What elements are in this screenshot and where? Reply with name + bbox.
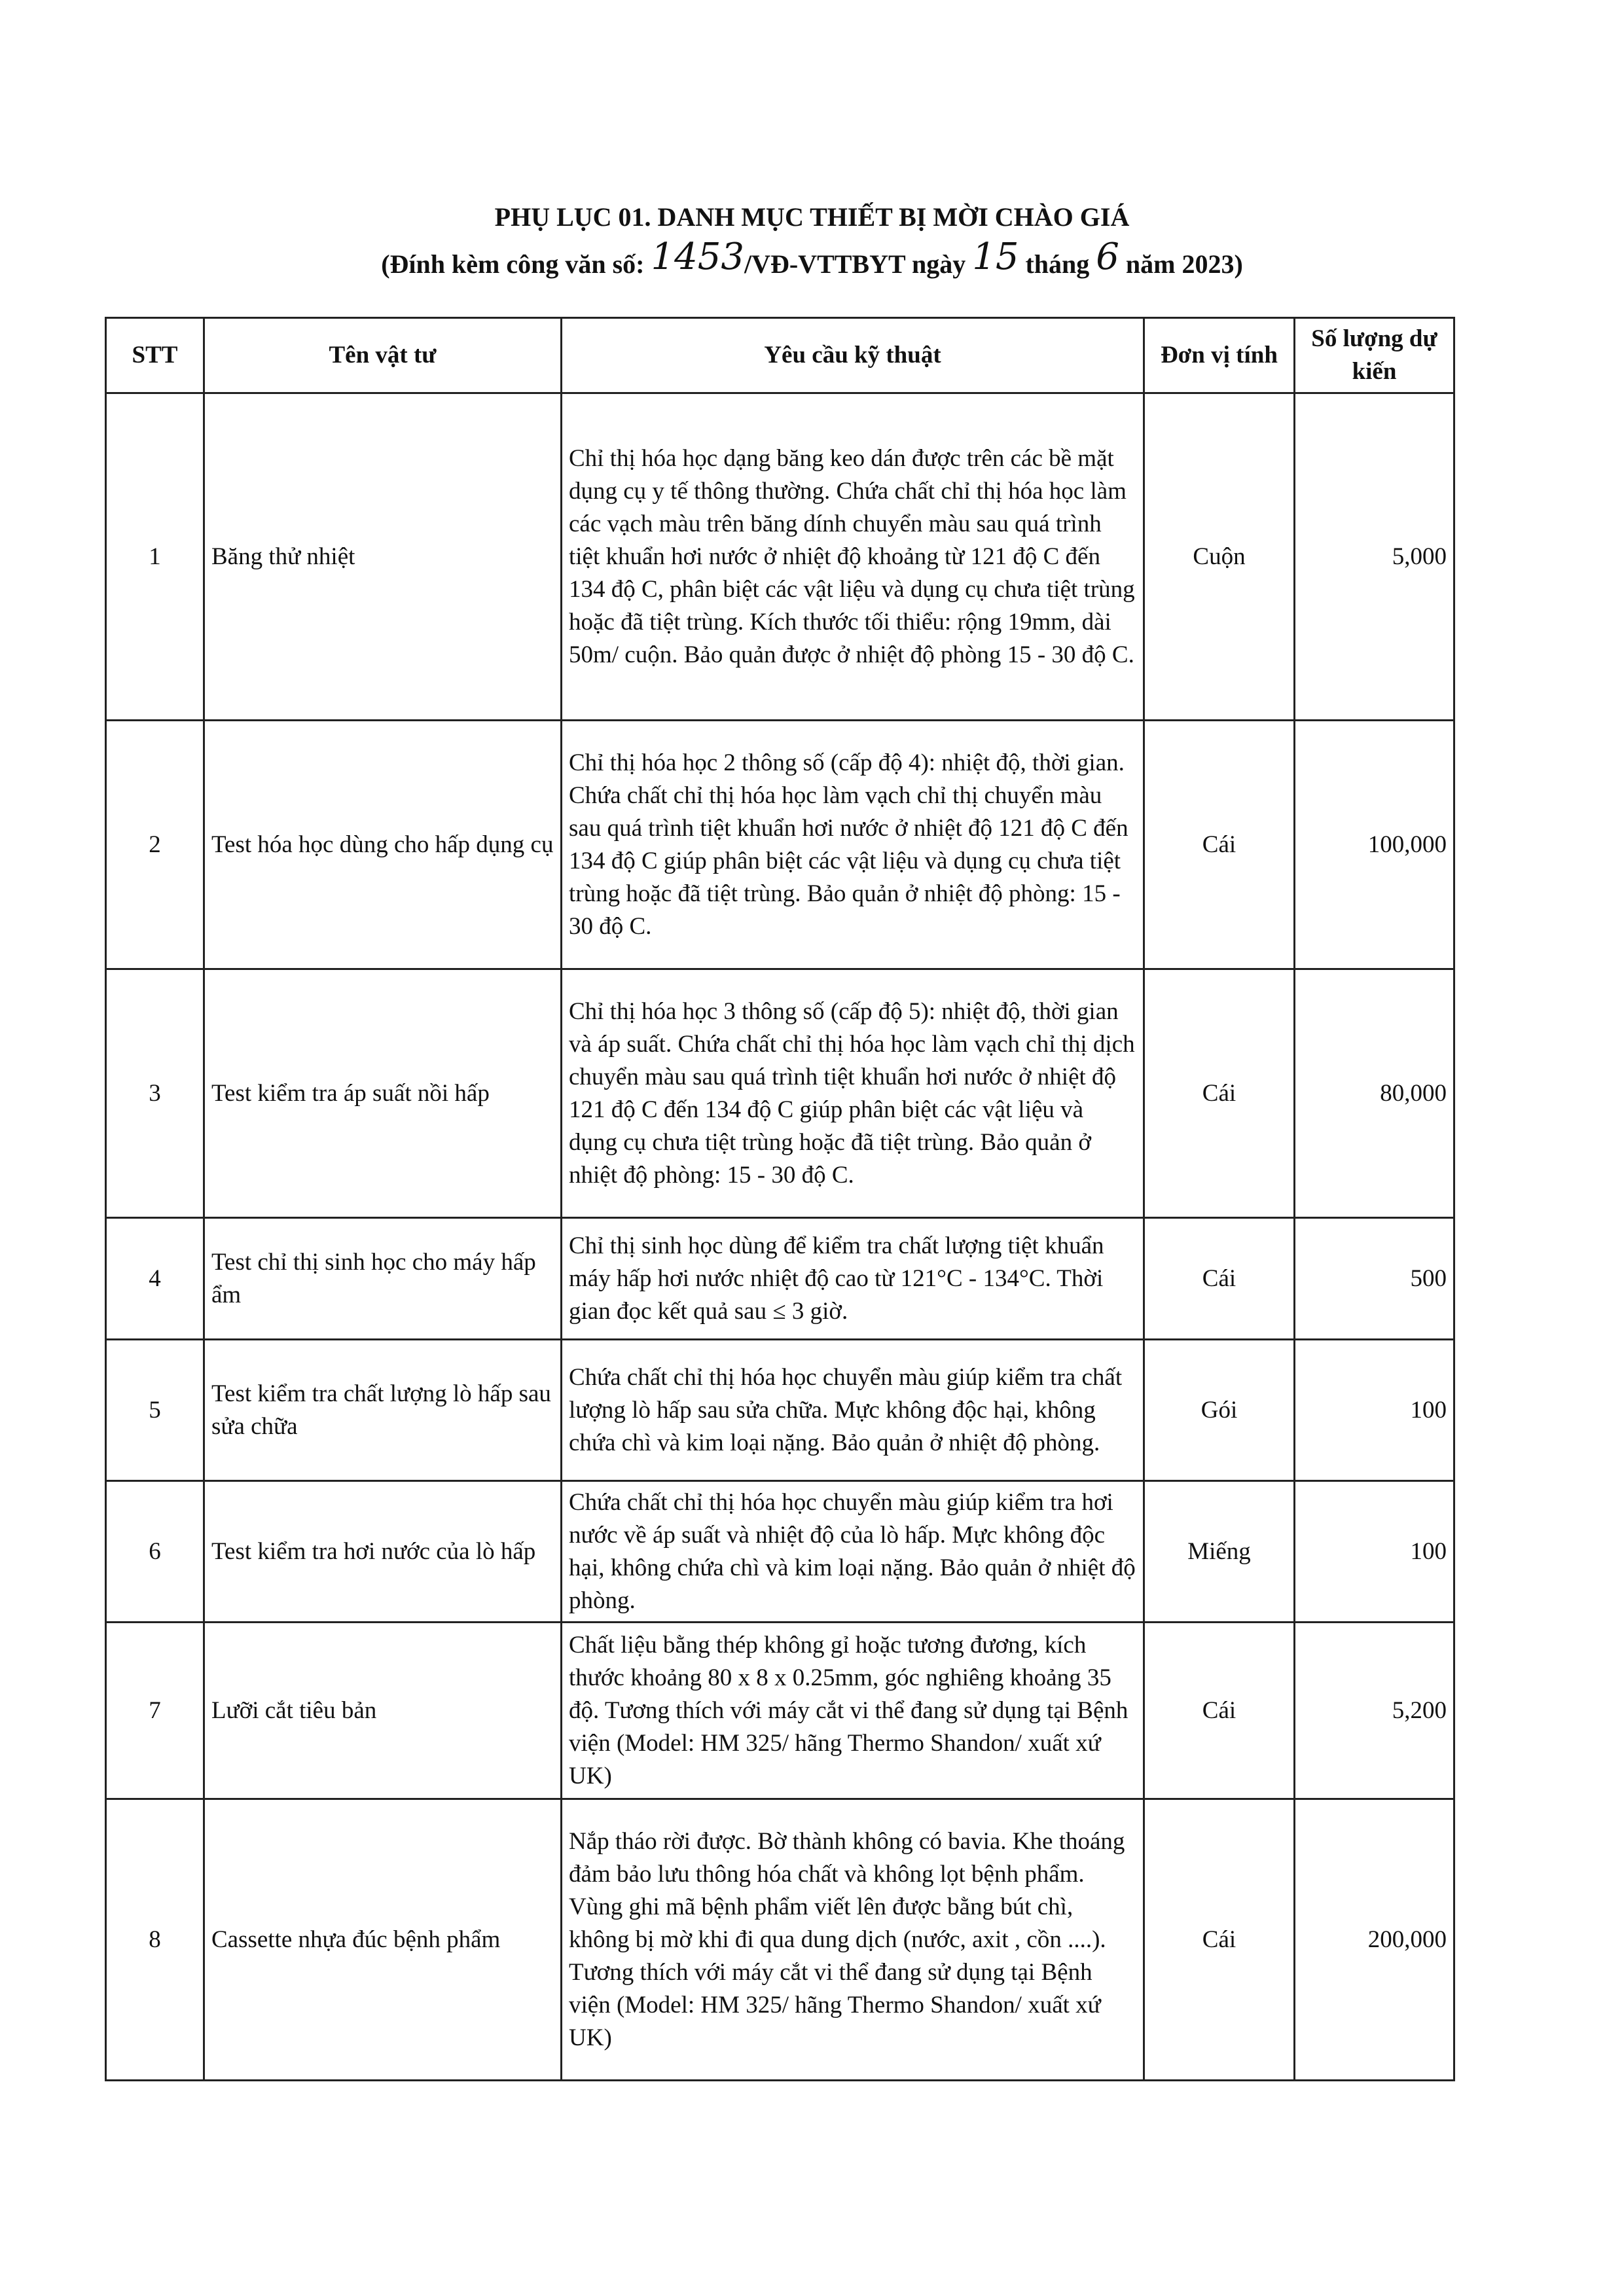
cell-quantity: 80,000 [1295, 969, 1454, 1218]
cell-quantity: 5,000 [1295, 393, 1454, 721]
cell-unit: Gói [1144, 1340, 1295, 1481]
cell-stt: 1 [106, 393, 204, 721]
table-row [106, 1623, 1454, 1799]
cell-quantity: 5,200 [1295, 1623, 1454, 1799]
cell-name: Test kiểm tra hơi nước của lò hấp [204, 1481, 562, 1623]
cell-quantity: 100 [1295, 1481, 1454, 1623]
cell-name: Test kiểm tra áp suất nồi hấp [204, 969, 562, 1218]
handwritten-month: 6 [1096, 236, 1119, 278]
header-quantity: Số lượng dự kiến [1295, 318, 1454, 393]
handwritten-doc-number: 1453 [651, 236, 744, 278]
table-row [106, 721, 1454, 969]
cell-quantity: 100 [1295, 1340, 1454, 1481]
cell-stt: 5 [106, 1340, 204, 1481]
table-row [106, 969, 1454, 1218]
cell-name: Lưỡi cắt tiêu bản [204, 1623, 562, 1799]
cell-name: Test chỉ thị sinh học cho máy hấp ẩm [204, 1218, 562, 1340]
table-row [106, 393, 1454, 721]
cell-requirements: Nắp tháo rời được. Bờ thành không có bavia. Khe thoáng đảm bảo lưu thông hóa chất và không lọt bệnh phẩm. Vùng ghi mã bệnh phẩm viết lên được bằng bút chì, không bị mờ khi đi qua dung dịch (nước, axit , cồn ....). Tương thích với máy cắt vi thể đang sử dụng tại Bệnh viện (Model: HM 325/ hãng Thermo Shandon/ xuất xứ UK) [562, 1799, 1144, 2081]
table-row [106, 1218, 1454, 1340]
cell-requirements: Chỉ thị sinh học dùng để kiểm tra chất lượng tiệt khuẩn máy hấp hơi nước nhiệt độ cao từ 121°C - 134°C. Thời gian đọc kết quả sau ≤ 3 giờ. [562, 1218, 1144, 1340]
cell-name: Test kiểm tra chất lượng lò hấp sau sửa chữa [204, 1340, 562, 1481]
subtitle-mid1: /VĐ-VTTBYT ngày [744, 249, 966, 279]
cell-requirements: Chỉ thị hóa học 3 thông số (cấp độ 5): nhiệt độ, thời gian và áp suất. Chứa chất chỉ thị hóa học làm vạch chỉ thị dịch chuyển màu sau quá trình tiệt khuẩn hơi nước ở nhiệt độ 121 độ C đến 134 độ C giúp phân biệt các vật liệu và dụng cụ chưa tiệt trùng hoặc đã tiệt trùng. Bảo quản ở nhiệt độ phòng: 15 - 30 độ C. [562, 969, 1144, 1218]
cell-quantity: 200,000 [1295, 1799, 1454, 2081]
subtitle-mid2: tháng [1025, 249, 1090, 279]
cell-quantity: 500 [1295, 1218, 1454, 1340]
header-name: Tên vật tư [204, 318, 562, 393]
cell-requirements: Chứa chất chỉ thị hóa học chuyển màu giúp kiểm tra hơi nước về áp suất và nhiệt độ của lò hấp. Mực không độc hại, không chứa chì và kim loại nặng. Bảo quản ở nhiệt độ phòng. [562, 1481, 1144, 1623]
header-stt: STT [106, 318, 204, 393]
cell-stt: 2 [106, 721, 204, 969]
table-row [106, 1799, 1454, 2081]
page-title: PHỤ LỤC 01. DANH MỤC THIẾT BỊ MỜI CHÀO GIÁ [494, 202, 1130, 232]
cell-name: Test hóa học dùng cho hấp dụng cụ [204, 721, 562, 969]
cell-name: Băng thử nhiệt [204, 393, 562, 721]
table-row [106, 1481, 1454, 1623]
cell-unit: Cái [1144, 1799, 1295, 2081]
equipment-table [105, 317, 1455, 2081]
cell-requirements: Chứa chất chỉ thị hóa học chuyển màu giúp kiểm tra chất lượng lò hấp sau sửa chữa. Mực không độc hại, không chứa chì và kim loại nặng. Bảo quản ở nhiệt độ phòng. [562, 1340, 1144, 1481]
cell-requirements: Chỉ thị hóa học 2 thông số (cấp độ 4): nhiệt độ, thời gian. Chứa chất chỉ thị hóa học làm vạch chỉ thị chuyển màu sau quá trình tiệt khuẩn hơi nước ở nhiệt độ 121 độ C đến 134 độ C giúp phân biệt các vật liệu và dụng cụ chưa tiệt trùng hoặc đã tiệt trùng. Bảo quản ở nhiệt độ phòng: 15 - 30 độ C. [562, 721, 1144, 969]
header-unit: Đơn vị tính [1144, 318, 1295, 393]
cell-stt: 6 [106, 1481, 204, 1623]
handwritten-day: 15 [972, 236, 1019, 278]
cell-stt: 3 [106, 969, 204, 1218]
cell-requirements: Chất liệu bằng thép không gỉ hoặc tương đương, kích thước khoảng 80 x 8 x 0.25mm, góc nghiêng khoảng 35 độ. Tương thích với máy cắt vi thể đang sử dụng tại Bệnh viện (Model: HM 325/ hãng Thermo Shandon/ xuất xứ UK) [562, 1623, 1144, 1799]
cell-unit: Cuộn [1144, 393, 1295, 721]
cell-unit: Miếng [1144, 1481, 1295, 1623]
cell-unit: Cái [1144, 969, 1295, 1218]
subtitle-prefix: (Đính kèm công văn số: [381, 249, 645, 279]
cell-stt: 8 [106, 1799, 204, 2081]
cell-quantity: 100,000 [1295, 721, 1454, 969]
cell-name: Cassette nhựa đúc bệnh phẩm [204, 1799, 562, 2081]
header-requirements: Yêu cầu kỹ thuật [562, 318, 1144, 393]
page-subtitle [0, 236, 1624, 282]
cell-unit: Cái [1144, 721, 1295, 969]
cell-stt: 7 [106, 1623, 204, 1799]
table-row [106, 1340, 1454, 1481]
cell-unit: Cái [1144, 1218, 1295, 1340]
cell-unit: Cái [1144, 1623, 1295, 1799]
cell-stt: 4 [106, 1218, 204, 1340]
cell-requirements: Chỉ thị hóa học dạng băng keo dán được trên các bề mặt dụng cụ y tế thông thường. Chứa chất chỉ thị hóa học làm các vạch màu trên băng dính chuyển màu sau quá trình tiệt khuẩn hơi nước ở nhiệt độ khoảng từ 121 độ C đến 134 độ C, phân biệt các vật liệu và dụng cụ chưa tiệt trùng hoặc đã tiệt trùng. Kích thước tối thiểu: rộng 19mm, dài 50m/ cuộn. Bảo quản được ở nhiệt độ phòng 15 - 30 độ C. [562, 393, 1144, 721]
subtitle-suffix: năm 2023) [1125, 249, 1243, 279]
table-header-row [106, 318, 1454, 393]
